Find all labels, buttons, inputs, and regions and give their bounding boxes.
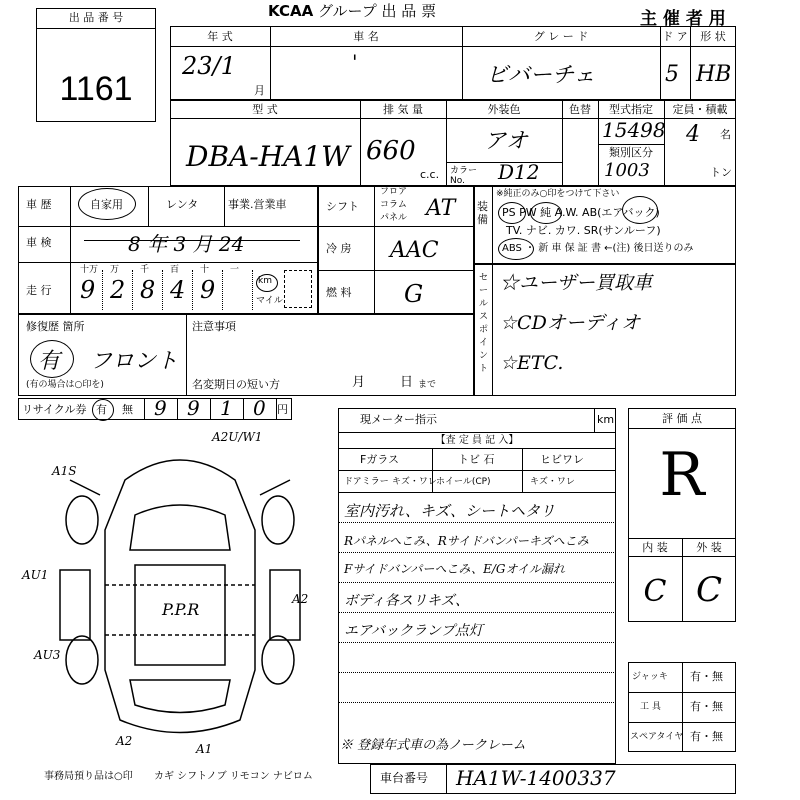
chip-label: トビ 石 [458, 453, 495, 466]
wheel-value: キズ・ワレ [530, 477, 575, 487]
history-business: 事業.営業車 [228, 198, 287, 211]
exterior-label: 外 装 [696, 541, 722, 554]
spare-choice: 有・無 [690, 730, 723, 743]
notes-label: 注意事項 [192, 320, 236, 333]
lot-number: 1161 [59, 70, 133, 108]
mile-unit: マイル [256, 296, 283, 306]
mileage-unit-2: 千 [140, 265, 150, 275]
rating-label: 評 価 点 [662, 412, 702, 425]
ac-label: 冷 房 [326, 242, 352, 255]
mileage-digit-1: 2 [110, 276, 126, 304]
remark-3: Fサイドバンパーへこみ、E/Gオイル漏れ [344, 562, 565, 576]
tool-label: 工 具 [640, 702, 661, 712]
cc-unit: c.c. [420, 168, 440, 181]
recycle-yes: 有 [96, 403, 107, 416]
equipment-line-2: TV. ナビ. カワ. SR(サンルーフ) [506, 224, 661, 237]
chassis-value: HA1W-1400337 [456, 766, 616, 790]
chassis-label: 車台番号 [380, 771, 429, 785]
fuel-label: 燃 料 [326, 286, 352, 299]
door-value: 5 [665, 62, 679, 87]
year-label: 年 式 [207, 30, 233, 43]
abs-circle [498, 238, 534, 260]
displacement-label: 排 気 量 [383, 103, 423, 116]
equipment-line-3: ABS ・ 新 車 保 証 書 ←(注) 後日送りのみ [502, 243, 694, 254]
rating-value: R [659, 440, 705, 510]
spare-label: スペアタイヤ [630, 732, 684, 742]
notes-month: 月 [352, 375, 366, 390]
km-unit: km [258, 276, 272, 286]
sales-point-3: ☆ETC. [500, 352, 564, 374]
jack-label: ジャッキ [632, 672, 668, 682]
remark-6: ※ 登録年式車の為ノークレーム [340, 738, 526, 753]
diagram-mark-front-left: A1S [52, 464, 77, 478]
month-unit: 月 [254, 84, 265, 97]
color-no-value: D12 [498, 160, 540, 184]
diagram-mark-bottom-right: A1 [196, 742, 213, 756]
recycle-digit-0: 9 [154, 396, 167, 420]
diagram-mark-left: AU1 [22, 568, 49, 582]
form-title [268, 0, 436, 21]
mileage-unit-5: 一 [230, 265, 240, 275]
diagram-mark-right: A2 [292, 592, 309, 606]
diagram-mark-top: A2U/W1 [212, 430, 263, 444]
equipment-line-1: PS PW 純 A.W. AB(エアバック) [502, 206, 660, 219]
repair-location: フロント [90, 349, 179, 374]
crack-label: ヒビワレ [540, 453, 584, 466]
interior-label: 内 装 [642, 541, 668, 554]
mileage-unit-0: 十万 [80, 265, 99, 275]
notes-day: 日 [400, 375, 414, 390]
ton-unit: トン [710, 166, 732, 179]
recycle-digit-1: 9 [187, 396, 200, 420]
equipment-label: 装 備 [477, 200, 488, 226]
recycle-yen: 円 [277, 403, 288, 416]
shift-label: シフト [326, 200, 359, 213]
inspection-label: 車 検 [26, 236, 52, 249]
sales-point-1: ☆ユーザー買取車 [500, 272, 653, 294]
model-label: 型 式 [252, 103, 278, 116]
color-change-label: 色替 [569, 103, 591, 116]
exterior-value: C [695, 570, 722, 610]
model-value: DBA-HA1W [186, 140, 350, 173]
interior-value: C [643, 574, 667, 609]
sales-point-label: セールスポイント [479, 273, 489, 374]
mileage-unit-4: 十 [200, 265, 210, 275]
repair-yes: 有 [38, 349, 61, 374]
shift-option-panel: パネル [380, 213, 408, 223]
category-label: 類別区分 [609, 146, 653, 159]
meter-unit: km [597, 413, 615, 426]
capacity-label: 定員・積載 [672, 103, 728, 116]
ps-circle [498, 202, 526, 224]
displacement-value: 660 [366, 136, 416, 166]
history-label: 車 歴 [26, 198, 52, 211]
mileage-digit-2: 8 [140, 276, 156, 304]
organizer-label: 主 催 者 用 [640, 9, 726, 29]
shift-value: AT [426, 196, 456, 221]
grade-label: グ レ ー ド [533, 30, 589, 43]
mirror-label: ドアミラー [344, 477, 389, 487]
door-label: ド ア [662, 30, 688, 43]
remark-4: ボディ各スリキズ、 [344, 593, 470, 609]
color-value: アオ [484, 129, 528, 154]
inspection-value: 8 年 3 月 24 [128, 232, 245, 256]
recycle-no: 無 [122, 403, 133, 416]
title-text: グループ 出 品 票 [317, 2, 437, 20]
grade-value: ビバーチェ [486, 63, 596, 88]
category-value: 1003 [604, 160, 650, 181]
type-spec-label: 型式指定 [609, 103, 653, 116]
type-spec-value: 15498 [602, 118, 666, 142]
car-name-label: 車 名 [353, 30, 379, 43]
pw-circle [530, 202, 562, 224]
shift-option-floor: フロア [380, 187, 408, 197]
mileage-digit-4: 9 [200, 276, 216, 304]
year-value: 23/1 [182, 52, 236, 80]
remark-5: エアバックランプ点灯 [344, 623, 483, 639]
inspector-title: 【査 定 員 記 入】 [435, 435, 519, 446]
history-private-circle [78, 188, 136, 220]
color-label: 外装色 [487, 103, 521, 116]
mileage-unit-1: 万 [110, 265, 120, 275]
diagram-mark-rear-left: AU3 [34, 648, 61, 662]
shape-value: HB [696, 62, 732, 87]
remark-1: 室内汚れ、キズ、シートヘタリ [344, 502, 556, 520]
office-note: 事務局預り品は○印 [44, 771, 133, 782]
remark-2: Rパネルへこみ、Rサイドバンパーキズへこみ [344, 534, 589, 548]
recycle-label: リサイクル券 [22, 403, 87, 416]
diagram-mark-bottom-left: A2 [116, 734, 133, 748]
repair-label: 修復歴 箇所 [26, 320, 85, 333]
jack-choice: 有・無 [690, 670, 723, 683]
tool-choice: 有・無 [690, 700, 723, 713]
equipment-note: ※純正のみ○印をつけて下さい [496, 189, 620, 199]
car-name-value: ' [352, 50, 358, 74]
history-rental: レンタ [166, 198, 199, 211]
lot-number-label: 出 品 番 号 [68, 11, 124, 24]
ab-circle [622, 196, 658, 224]
persons-unit: 名 [720, 128, 731, 141]
mirror-value: キズ・ワレ [392, 477, 437, 487]
history-private: 自家用 [90, 198, 123, 211]
diagram-center-mark: P.P.R [162, 600, 200, 619]
color-no-label: カラー No. [450, 166, 478, 186]
recycle-digit-3: 0 [253, 396, 266, 420]
mileage-extra-box [284, 270, 312, 308]
office-items: カギ シフトノブ リモコン ナビロム [154, 771, 313, 782]
wheel-label: ホイール(CP) [436, 477, 491, 487]
mileage-digit-0: 9 [80, 276, 96, 304]
notes-until: まで [418, 380, 437, 390]
mileage-label: 走 行 [26, 284, 52, 297]
fuel-value: G [404, 280, 424, 308]
shape-label: 形 状 [700, 30, 726, 43]
sales-point-2: ☆CDオーディオ [500, 312, 641, 334]
mileage-digit-3: 4 [170, 276, 186, 304]
windshield-label: Fガラス [360, 453, 399, 466]
mileage-unit-3: 百 [170, 265, 180, 275]
title-brand: KCAA [268, 2, 314, 20]
meter-label: 現メーター指示 [360, 413, 437, 426]
ac-value: AAC [390, 238, 439, 263]
capacity-value: 4 [686, 122, 700, 147]
short-reg-label: 名変期日の短い方 [192, 378, 280, 391]
repair-note: (有の場合は○印を) [26, 380, 104, 390]
recycle-digit-2: 1 [220, 396, 233, 420]
shift-option-column: コラム [380, 200, 407, 210]
